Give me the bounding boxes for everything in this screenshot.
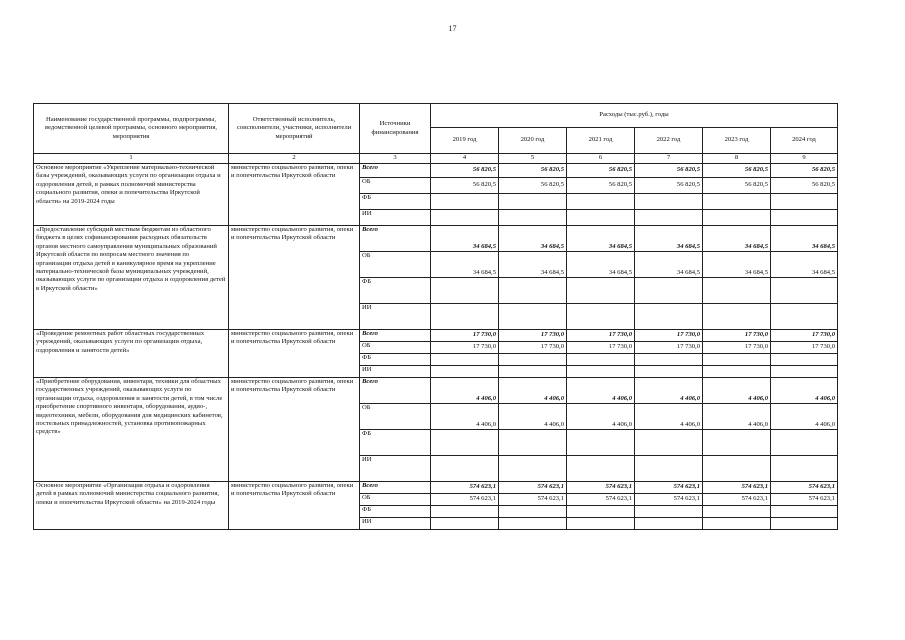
executor: министерство социального развития, опеки и попечительства Иркутской области: [229, 378, 360, 482]
expense-value: 34 684,5: [703, 252, 771, 278]
expense-value: 56 820,5: [635, 178, 703, 194]
activity-name: Основное мероприятие «Организация отдыха и оздоровления детей в рамках полномочий министерства социального развития, опеки и попечительства Иркутской области» на 2019-2024 годы: [34, 482, 229, 530]
funding-source: Всего: [360, 330, 431, 342]
activity-name: «Предоставление субсидий местным бюджетам из областного бюджета в целях софинансирования расходных обязательств органов местного самоуправления муниципальных образований Иркутской области по вопросам местного значения по организации отдыха детей в каникулярное время на укрепление материально-технической базы муниципальных учреждений, оказывающих услуги по организации отдыха и оздоровления детей в Иркутской области»: [34, 226, 229, 330]
expense-value: [635, 194, 703, 210]
col-num: 7: [635, 154, 703, 164]
expense-value: 4 406,0: [431, 404, 499, 430]
expense-value: 4 406,0: [499, 404, 567, 430]
expense-value: 56 820,5: [635, 164, 703, 178]
expense-value: [567, 304, 635, 330]
expense-value: [703, 456, 771, 482]
header-year: 2021 год: [567, 128, 635, 154]
expense-value: [431, 506, 499, 518]
expense-value: [635, 304, 703, 330]
expense-value: [431, 304, 499, 330]
expense-value: 574 623,1: [567, 482, 635, 494]
expense-value: [703, 354, 771, 366]
expense-value: [431, 354, 499, 366]
table-row: [34, 164, 838, 178]
expense-value: 56 820,5: [703, 164, 771, 178]
table-row: [34, 226, 838, 252]
funding-source: ОБ: [360, 494, 431, 506]
activity-name: «Проведение ремонтных работ областных государственных учреждений, оказывающих услуги по организации отдыха, оздоровления и занятости детей»: [34, 330, 229, 378]
expense-value: 4 406,0: [703, 404, 771, 430]
table-row: [34, 378, 838, 404]
funding-source: ИИ: [360, 304, 431, 330]
expense-value: [567, 354, 635, 366]
expense-value: [703, 430, 771, 456]
expense-value: 56 820,5: [431, 164, 499, 178]
expense-value: [567, 456, 635, 482]
expense-value: 574 623,1: [771, 494, 838, 506]
expense-value: [771, 210, 838, 226]
expense-value: [567, 278, 635, 304]
expense-value: 4 406,0: [567, 378, 635, 404]
column-number-row: [34, 154, 838, 164]
expense-value: [771, 430, 838, 456]
expense-value: 17 730,0: [635, 342, 703, 354]
expense-value: 17 730,0: [431, 342, 499, 354]
expense-value: [567, 430, 635, 456]
expense-value: [499, 304, 567, 330]
expense-value: 34 684,5: [431, 252, 499, 278]
expense-value: 56 820,5: [431, 178, 499, 194]
expense-value: 34 684,5: [567, 252, 635, 278]
expense-value: [635, 430, 703, 456]
expense-value: [635, 354, 703, 366]
funding-source: ИИ: [360, 456, 431, 482]
expenses-table: [33, 103, 838, 530]
col-num: 3: [360, 154, 431, 164]
header-expenses: Расходы (тыс.руб.), годы: [431, 104, 838, 128]
expense-value: [635, 210, 703, 226]
expense-value: 574 623,1: [703, 494, 771, 506]
header-year: 2019 год: [431, 128, 499, 154]
expense-value: [567, 194, 635, 210]
expense-value: 34 684,5: [635, 226, 703, 252]
expense-value: 574 623,1: [499, 482, 567, 494]
col-num: 1: [34, 154, 229, 164]
expense-value: [771, 366, 838, 378]
expense-value: 17 730,0: [567, 342, 635, 354]
expense-value: 56 820,5: [703, 178, 771, 194]
expense-value: 56 820,5: [771, 178, 838, 194]
expense-value: 4 406,0: [771, 404, 838, 430]
expense-value: [431, 366, 499, 378]
expense-value: 574 623,1: [499, 494, 567, 506]
expense-value: 17 730,0: [499, 342, 567, 354]
funding-source: ФБ: [360, 430, 431, 456]
expense-value: [703, 366, 771, 378]
expense-value: [635, 518, 703, 530]
expense-value: [771, 506, 838, 518]
expense-value: 574 623,1: [771, 482, 838, 494]
expense-value: 17 730,0: [635, 330, 703, 342]
expense-value: [635, 366, 703, 378]
expense-value: [567, 366, 635, 378]
expense-value: 574 623,1: [635, 494, 703, 506]
expense-value: 17 730,0: [431, 330, 499, 342]
funding-source: Всего: [360, 226, 431, 252]
expense-value: 574 623,1: [635, 482, 703, 494]
table-row: [34, 482, 838, 494]
expense-value: [771, 456, 838, 482]
header-executor: Ответственный исполнитель, соисполнители, участники, исполнители мероприятий: [229, 104, 360, 154]
executor: министерство социального развития, опеки и попечительства Иркутской области: [229, 482, 360, 530]
expense-value: [703, 518, 771, 530]
expense-value: 574 623,1: [431, 482, 499, 494]
expense-value: [499, 506, 567, 518]
expense-value: 4 406,0: [499, 378, 567, 404]
funding-source: ФБ: [360, 506, 431, 518]
col-num: 6: [567, 154, 635, 164]
col-num: 9: [771, 154, 838, 164]
expense-value: [499, 194, 567, 210]
expense-value: 56 820,5: [499, 178, 567, 194]
expense-value: 4 406,0: [635, 404, 703, 430]
expense-value: [499, 430, 567, 456]
expense-value: [499, 210, 567, 226]
expense-value: [771, 354, 838, 366]
expense-value: 4 406,0: [431, 378, 499, 404]
expense-value: 17 730,0: [567, 330, 635, 342]
expense-value: [771, 194, 838, 210]
funding-source: ФБ: [360, 278, 431, 304]
funding-source: ИИ: [360, 366, 431, 378]
expense-value: 34 684,5: [499, 226, 567, 252]
expense-value: [567, 506, 635, 518]
expense-value: 56 820,5: [567, 178, 635, 194]
col-num: 5: [499, 154, 567, 164]
funding-source: ФБ: [360, 354, 431, 366]
header-year: 2020 год: [499, 128, 567, 154]
activity-name: «Приобретение оборудования, инвентаря, техники для областных государственных учреждений, оказывающих услуги по организации отдыха, оздоровления и занятости детей, в том числе приобретение спортивного инвентаря, оборудования, аудио-, видеотехники, мебели, оборудования для медицинских кабинетов, постельных принадлежностей, установка противопожарных средств»: [34, 378, 229, 482]
expense-value: [703, 210, 771, 226]
funding-source: ФБ: [360, 194, 431, 210]
expense-value: [703, 506, 771, 518]
expense-value: 574 623,1: [431, 494, 499, 506]
expense-value: [771, 518, 838, 530]
executor: министерство социального развития, опеки и попечительства Иркутской области: [229, 330, 360, 378]
table-row: [34, 330, 838, 342]
header-source: Источники финансирования: [360, 104, 431, 154]
funding-source: ИИ: [360, 210, 431, 226]
expense-value: [499, 518, 567, 530]
header-year: 2022 год: [635, 128, 703, 154]
expense-value: 4 406,0: [771, 378, 838, 404]
header-name: Наименование государственной программы, подпрограммы, ведомственной целевой программы, основного мероприятия, мероприятия: [34, 104, 229, 154]
expense-value: [499, 456, 567, 482]
funding-source: Всего: [360, 164, 431, 178]
expense-value: 34 684,5: [703, 226, 771, 252]
expense-value: [703, 278, 771, 304]
expense-value: 4 406,0: [703, 378, 771, 404]
header-year: 2024 год: [771, 128, 838, 154]
funding-source: Всего: [360, 378, 431, 404]
expense-value: 34 684,5: [499, 252, 567, 278]
expense-value: [431, 430, 499, 456]
expense-value: [431, 194, 499, 210]
expense-value: [635, 278, 703, 304]
expense-value: [499, 354, 567, 366]
expense-value: 34 684,5: [771, 252, 838, 278]
expense-value: [431, 278, 499, 304]
expense-value: 34 684,5: [771, 226, 838, 252]
funding-source: ОБ: [360, 404, 431, 430]
expense-value: 56 820,5: [567, 164, 635, 178]
funding-source: Всего: [360, 482, 431, 494]
funding-source: ИИ: [360, 518, 431, 530]
header-year: 2023 год: [703, 128, 771, 154]
executor: министерство социального развития, опеки и попечительства Иркутской области: [229, 226, 360, 330]
funding-source: ОБ: [360, 342, 431, 354]
expense-value: [771, 278, 838, 304]
expense-value: 34 684,5: [567, 226, 635, 252]
expense-value: 56 820,5: [499, 164, 567, 178]
expense-value: [635, 506, 703, 518]
expense-value: 17 730,0: [771, 342, 838, 354]
expense-value: [431, 456, 499, 482]
col-num: 8: [703, 154, 771, 164]
expense-value: 56 820,5: [771, 164, 838, 178]
funding-source: ОБ: [360, 252, 431, 278]
expense-value: [567, 518, 635, 530]
expense-value: 17 730,0: [499, 330, 567, 342]
expense-value: [567, 210, 635, 226]
expense-value: 34 684,5: [635, 252, 703, 278]
expense-value: [431, 210, 499, 226]
col-num: 4: [431, 154, 499, 164]
expense-value: 574 623,1: [703, 482, 771, 494]
expense-value: 17 730,0: [703, 342, 771, 354]
expense-value: 34 684,5: [431, 226, 499, 252]
expense-value: [703, 304, 771, 330]
expense-value: 4 406,0: [635, 378, 703, 404]
expense-value: 574 623,1: [567, 494, 635, 506]
expense-value: [431, 518, 499, 530]
expense-value: [635, 456, 703, 482]
expense-value: 17 730,0: [703, 330, 771, 342]
activity-name: Основное мероприятие «Укрепление материально-технической базы учреждений, оказывающих услуги по организации отдыха и оздоровления детей, в рамках полномочий министерства социального развития, опеки и попечительства Иркутской области» на 2019-2024 годы: [34, 164, 229, 226]
expense-value: [703, 194, 771, 210]
col-num: 2: [229, 154, 360, 164]
expense-value: [771, 304, 838, 330]
page-number: 17: [448, 24, 457, 33]
funding-source: ОБ: [360, 178, 431, 194]
expense-value: [499, 278, 567, 304]
executor: министерство социального развития, опеки и попечительства Иркутской области: [229, 164, 360, 226]
expense-value: [499, 366, 567, 378]
expense-value: 17 730,0: [771, 330, 838, 342]
expense-value: 4 406,0: [567, 404, 635, 430]
